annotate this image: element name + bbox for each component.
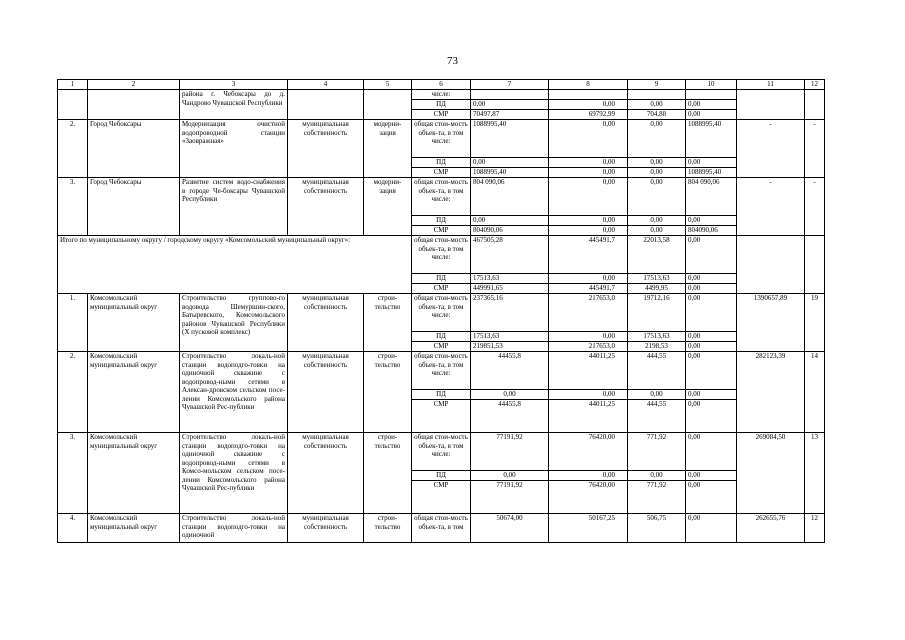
col-header: 6 [412,80,471,90]
col-header: 4 [288,80,364,90]
table-row: СМР 70497,87 69792,99 704,88 0,00 [58,110,825,120]
col-header: 2 [88,80,180,90]
table-row: 2. Комсомольский муниципальный округ Строительство локаль-ной станции водоподго-товки на одиночной скважине с водопровод-ными сетями в Алексан-дровском сельском посе-лении Комсомольского района Чувашской Рес-публики муниципальная собственность строи-тельство общая стои-мость объек-та, в том числе: 44455,8 44011,25 444,55 0,00 282123,39 14 [58,352,825,390]
table-row: СМР 1088995,40 0,00 0,00 1088995,40 [58,168,825,178]
cost-kind: числе: [412,90,471,100]
col-header: 5 [364,80,412,90]
column-number-row [58,80,825,90]
table-row: ПД 17513,63 0,00 17513,63 0,00 [58,332,825,342]
table-row: 4. Комсомольский муниципальный округ Строительство локаль-ной станции водоподго-товки на одиночной муниципальная собственность строи-тельство общая стои-мость объек-та, в том 50674,00 50167,25 506,75 0,00 262655,76 12 [58,514,825,543]
table-row: ПД 0,00 0,00 0,00 0,00 [58,100,825,110]
col-header: 3 [180,80,288,90]
table-row: СМР 804090,06 0,00 0,00 804090,06 [58,226,825,236]
table-row [58,90,825,100]
investment-table [57,79,825,543]
table-row: СМР 219851,53 217653,0 2198,53 0,00 [58,342,825,352]
page-number: 73 [447,55,458,67]
table-row: 1. Комсомольский муниципальный округ Строительство группово-го водовода Шемуршин-ского, Батыревского, Комсомольского районов Чувашской Республики (X пусковой комплекс) муниципальная собственность строи-тельство общая стои-мость объек-та, в том числе: 237365,16 217653,0 19712,16 0,00 1390657,89 19 [58,294,825,332]
subtotal-row: Итого по муниципальному округу / городскому округу «Комсомольский муниципальный округ»: общая стои-мость объек-та, в том числе: 467505,28 445491,7 22013,58 0,00 [58,236,825,274]
col-header: 11 [737,80,805,90]
col-header: 9 [628,80,686,90]
project-name: района г. Чебоксары до д. Чандрово Чувашской Республики [180,90,288,120]
col-header: 1 [58,80,88,90]
table-row: ПД 0,00 0,00 0,00 0,00 [58,216,825,226]
table-row: ПД 0,00 0,00 0,00 0,00 [58,158,825,168]
table-row: 2. Город Чебоксары Модернизация очистной водопроводной станции «Заовражная» муниципальная собственность модерни-зация общая стои-мость объек-та, в том числе: 1088995,40 0,00 0,00 1088995,40 - - [58,120,825,158]
subtotal-label: Итого по муниципальному округу / городскому округу «Комсомольский муниципальный округ»: [58,236,412,294]
table-row: СМР 449991,65 445491,7 4499,95 0,00 [58,284,825,294]
table-row: ПД 0,00 0,00 0,00 0,00 [58,390,825,400]
table-row: СМР 44455,8 44011,25 444,55 0,00 [58,400,825,433]
col-header: 10 [686,80,737,90]
col-header: 8 [549,80,628,90]
table-row: ПД 0,00 0,00 0,00 0,00 [58,471,825,481]
table-row: 3. Комсомольский муниципальный округ Строительство локаль-ной станции водоподго-товки на одиночной скважине с водопровод-ными сетями в Комсо-мольском сельском посе-лении Комсомольского района Чувашской Рес-публики муниципальная собственность строи-тельство общая стои-мость объек-та, в том числе: 77191,92 76420,00 771,92 0,00 269084,50 13 [58,433,825,471]
col-header: 7 [471,80,549,90]
table-row: СМР 77191,92 76420,00 771,92 0,00 [58,481,825,514]
col-header: 12 [805,80,825,90]
table-row: 3. Город Чебоксары Развитие систем водо-снабжения в городе Че-боксары Чувашской Республики муниципальная собственность модерни-зация общая стои-мость объек-та, в том числе: 804 090,06 0,00 0,00 804 090,06 - - [58,178,825,216]
table-row: ПД 17513,63 0,00 17513,63 0,00 [58,274,825,284]
